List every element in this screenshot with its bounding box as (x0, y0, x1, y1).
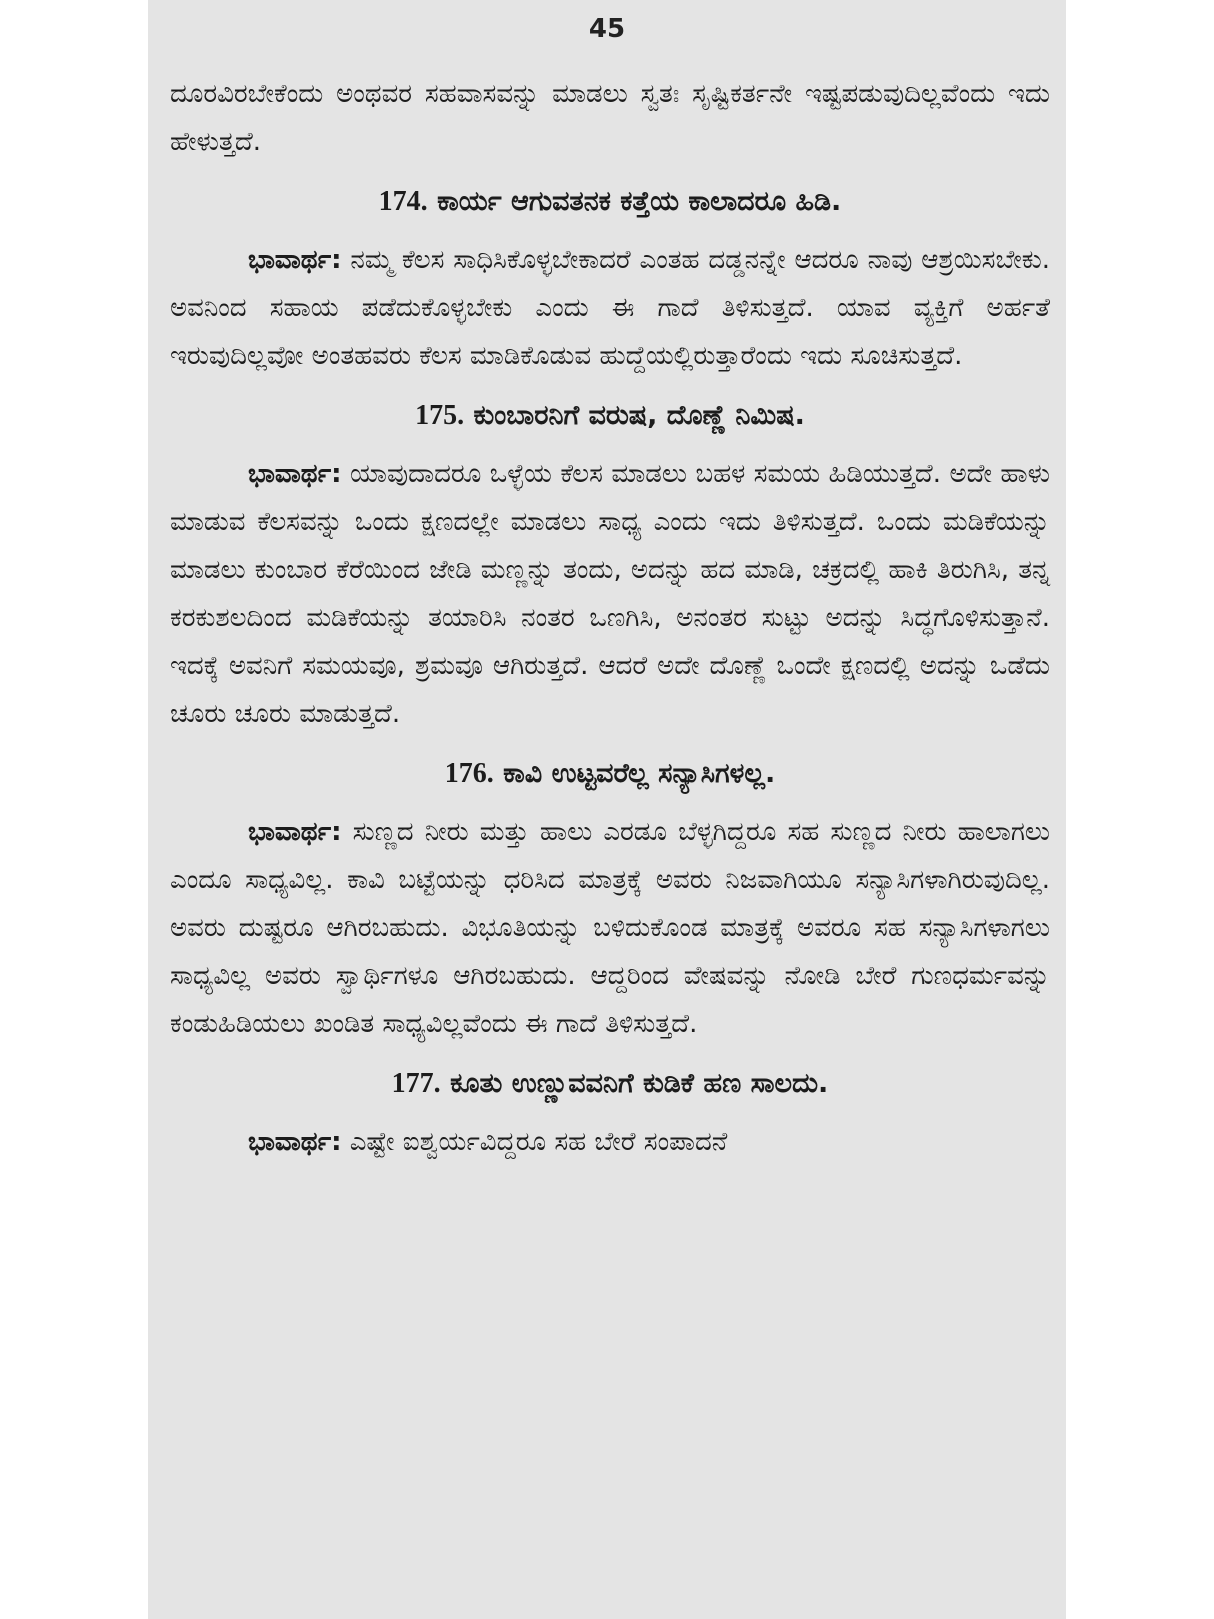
scanned-page (148, 0, 1066, 1619)
proverb-heading-176 (170, 750, 1050, 798)
proverb-title: ಕಾವಿ ಉಟ್ಟವರೆಲ್ಲ ಸನ್ಯಾಸಿಗಳಲ್ಲ. (503, 758, 776, 789)
meaning-label: ಭಾವಾರ್ಥ: (248, 245, 342, 275)
proverb-meaning-174 (170, 236, 1050, 380)
proverb-title: ಕಾರ್ಯ ಆಗುವತನಕ ಕತ್ತೆಯ ಕಾಲಾದರೂ ಹಿಡಿ. (437, 186, 842, 217)
proverb-number: 174. (378, 186, 428, 217)
meaning-label: ಭಾವಾರ್ಥ: (248, 459, 342, 489)
proverb-meaning-176 (170, 808, 1050, 1048)
proverb-title: ಕುಂಬಾರನಿಗೆ ವರುಷ, ದೊಣ್ಣೆ ನಿಮಿಷ. (473, 400, 805, 431)
proverb-heading-177 (170, 1060, 1050, 1108)
proverb-meaning-175 (170, 450, 1050, 738)
proverb-number: 176. (444, 758, 494, 789)
meaning-text: ಸುಣ್ಣದ ನೀರು ಮತ್ತು ಹಾಲು ಎರಡೂ ಬೆಳ್ಳಗಿದ್ದರೂ ಸಹ ಸುಣ್ಣದ ನೀರು ಹಾಲಾಗಲು ಎಂದೂ ಸಾಧ್ಯವಿಲ್ಲ. ಕಾವಿ ಬಟ್ಟೆಯನ್ನು ಧರಿಸಿದ ಮಾತ್ರಕ್ಕೆ ಅವರು ನಿಜವಾಗಿಯೂ ಸನ್ಯಾಸಿಗಳಾಗಿರುವುದಿಲ್ಲ. ಅವರು ದುಷ್ಟರೂ ಆಗಿರಬಹುದು. ವಿಭೂತಿಯನ್ನು ಬಳಿದುಕೊಂಡ ಮಾತ್ರಕ್ಕೆ ಅವರೂ ಸಹ ಸನ್ಯಾಸಿಗಳಾಗಲು ಸಾಧ್ಯವಿಲ್ಲ ಅವರು ಸ್ವಾರ್ಥಿಗಳೂ ಆಗಿರಬಹುದು. ಆದ್ದರಿಂದ ವೇಷವನ್ನು ನೋಡಿ ಬೇರೆ ಗುಣಧರ್ಮವನ್ನು ಕಂಡುಹಿಡಿಯಲು ಖಂಡಿತ ಸಾಧ್ಯವಿಲ್ಲವೆಂದು ಈ ಗಾದೆ ತಿಳಿಸುತ್ತದೆ. (170, 817, 1051, 1039)
proverb-title: ಕೂತು ಉಣ್ಣುವವನಿಗೆ ಕುಡಿಕೆ ಹಣ ಸಾಲದು. (450, 1068, 829, 1099)
page-number: 45 (588, 14, 626, 44)
meaning-label: ಭಾವಾರ್ಥ: (248, 1127, 342, 1157)
proverb-number: 177. (391, 1068, 441, 1099)
proverb-heading-174 (170, 178, 1050, 226)
proverb-meaning-177 (170, 1118, 1050, 1166)
meaning-label: ಭಾವಾರ್ಥ: (248, 817, 342, 847)
intro-paragraph: ದೂರವಿರಬೇಕೆಂದು ಅಂಥವರ ಸಹವಾಸವನ್ನು ಮಾಡಲು ಸ್ವತಃ ಸೃಷ್ಟಿಕರ್ತನೇ ಇಷ್ಟಪಡುವುದಿಲ್ಲವೆಂದು ಇದು ಹೇಳುತ್ತದೆ. (170, 79, 1050, 157)
meaning-text: ಯಾವುದಾದರೂ ಒಳ್ಳೆಯ ಕೆಲಸ ಮಾಡಲು ಬಹಳ ಸಮಯ ಹಿಡಿಯುತ್ತದೆ. ಅದೇ ಹಾಳು ಮಾಡುವ ಕೆಲಸವನ್ನು ಒಂದು ಕ್ಷಣದಲ್ಲೇ ಮಾಡಲು ಸಾಧ್ಯ ಎಂದು ಇದು ತಿಳಿಸುತ್ತದೆ. ಒಂದು ಮಡಿಕೆಯನ್ನು ಮಾಡಲು ಕುಂಬಾರ ಕೆರೆಯಿಂದ ಜೇಡಿ ಮಣ್ಣನ್ನು ತಂದು, ಅದನ್ನು ಹದ ಮಾಡಿ, ಚಕ್ರದಲ್ಲಿ ಹಾಕಿ ತಿರುಗಿಸಿ, ತನ್ನ ಕರಕುಶಲದಿಂದ ಮಡಿಕೆಯನ್ನು ತಯಾರಿಸಿ ನಂತರ ಒಣಗಿಸಿ, ಅನಂತರ ಸುಟ್ಟು ಅದನ್ನು ಸಿದ್ಧಗೊಳಿಸುತ್ತಾನೆ. ಇದಕ್ಕೆ ಅವನಿಗೆ ಸಮಯವೂ, ಶ್ರಮವೂ ಆಗಿರುತ್ತದೆ. ಆದರೆ ಅದೇ ದೊಣ್ಣೆ ಒಂದೇ ಕ್ಷಣದಲ್ಲಿ ಅದನ್ನು ಒಡೆದು ಚೂರು ಚೂರು ಮಾಡುತ್ತದೆ. (170, 459, 1050, 729)
page-content (170, 70, 1050, 1166)
meaning-text: ನಮ್ಮ ಕೆಲಸ ಸಾಧಿಸಿಕೊಳ್ಳಬೇಕಾದರೆ ಎಂತಹ ದಡ್ಡನನ್ನೇ ಆದರೂ ನಾವು ಆಶ್ರಯಿಸಬೇಕು. ಅವನಿಂದ ಸಹಾಯ ಪಡೆದುಕೊಳ್ಳಬೇಕು ಎಂದು ಈ ಗಾದೆ ತಿಳಿಸುತ್ತದೆ. ಯಾವ ವ್ಯಕ್ತಿಗೆ ಅರ್ಹತೆ ಇರುವುದಿಲ್ಲವೋ ಅಂತಹವರು ಕೆಲಸ ಮಾಡಿಕೊಡುವ ಹುದ್ದೆಯಲ್ಲಿರುತ್ತಾರೆಂದು ಇದು ಸೂಚಿಸುತ್ತದೆ. (170, 245, 1051, 371)
proverb-heading-175 (170, 392, 1050, 440)
meaning-text: ಎಷ್ಟೇ ಐಶ್ವರ್ಯವಿದ್ದರೂ ಸಹ ಬೇರೆ ಸಂಪಾದನೆ (349, 1127, 728, 1157)
proverb-number: 175. (415, 400, 465, 431)
